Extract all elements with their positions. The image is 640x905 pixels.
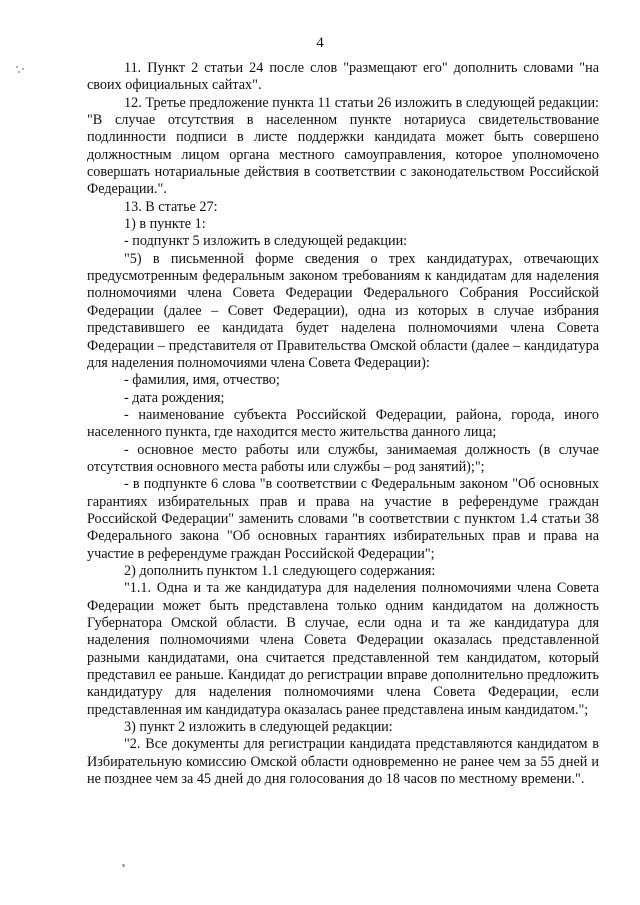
paragraph-subitem-5-intro: - подпункт 5 изложить в следующей редакции: [124,233,408,250]
paragraph-item-1: 1) в пункте 1: [124,216,206,233]
paragraph-subitem-5-text: "5) в письменной форме сведения о трех кандидатурах, отвечающих предусмотренным федеральным законом требованиям к кандидатам для наделения полномочиями члена Совета Федерации Федерального Собрания Российской Федерации (далее – Совет Федерации), одна из которых в случае избрания представившего ее кандидата будет наделена полномочиями члена Совета Федерации – представителя от Правительства Омской области (далее – кандидатура для наделения полномочиями члена Совета Федерации): [87,250,599,371]
paragraph-amendment-12: 12. Третье предложение пункта 11 статьи 26 изложить в следующей редакции: "В случае отсутствия в населенном пункте нотариуса свидетельствование подлинности подписи в листе поддержки кандидата может быть совершено должностным лицом органа местного самоуправления, которое уполномочено совершать нотариальные действия в соответствии с законодательством Российской Федерации.". [87,94,599,198]
paragraph-item-2-text: "2. Все документы для регистрации кандидата представляются кандидатом в Избирательную комиссию Омской области одновременно не ранее чем за 55 дней и не позднее чем за 45 дней до дня голосования до 18 часов по местному времени.". [87,736,599,788]
scan-speck [22,68,24,70]
list-item-workplace: - основное место работы или службы, занимаемая должность (в случае отсутствия основного места работы или службы – род занятий);"; [87,441,599,475]
paragraph-subitem-6: - в подпункте 6 слова "в соответствии с Федеральным законом "Об основных гарантиях избирательных прав и права на участие в референдуме граждан Российской Федерации" заменить словами "в соответствии с пунктом 1.4 статьи 38 Федерального закона "Об основных гарантиях избирательных прав и права на участие в референдуме граждан Российской Федерации"; [87,476,599,562]
paragraph-amendment-11: 11. Пункт 2 статьи 24 после слов "размещают его" дополнить словами "на своих официальных сайтах". [87,60,599,94]
scan-speck [122,864,125,867]
paragraph-item-3: 3) пункт 2 изложить в следующей редакции: [124,719,393,736]
document-body [87,60,599,788]
paragraph-item-1-1-text: "1.1. Одна и та же кандидатура для наделения полномочиями члена Совета Федерации может быть представлена только одним кандидатом на должность Губернатора Омской области. В случае, если одна и та же кандидатура для наделения полномочиями члена Совета Федерации оказалась представленной разными кандидатами, она считается представленной тем кандидатом, который представил ее раньше. Кандидат до регистрации вправе дополнительно предложить кандидатуру для наделения полномочиями члена Совета Федерации, если представленная им кандидатура оказалась ранее представлена иным кандидатом."; [87,580,599,718]
scan-speck [18,71,20,73]
list-item-residence: - наименование субъекта Российской Федерации, района, города, иного населенного пункта, где находится место жительства данного лица; [87,406,599,441]
page-number: 4 [316,35,324,51]
list-item-birth-date: - дата рождения; [124,389,225,406]
list-item-full-name: - фамилия, имя, отчество; [124,372,280,389]
scan-speck [16,66,18,68]
paragraph-amendment-13: 13. В статье 27: [124,198,218,215]
paragraph-item-2: 2) дополнить пунктом 1.1 следующего содержания: [124,562,436,579]
